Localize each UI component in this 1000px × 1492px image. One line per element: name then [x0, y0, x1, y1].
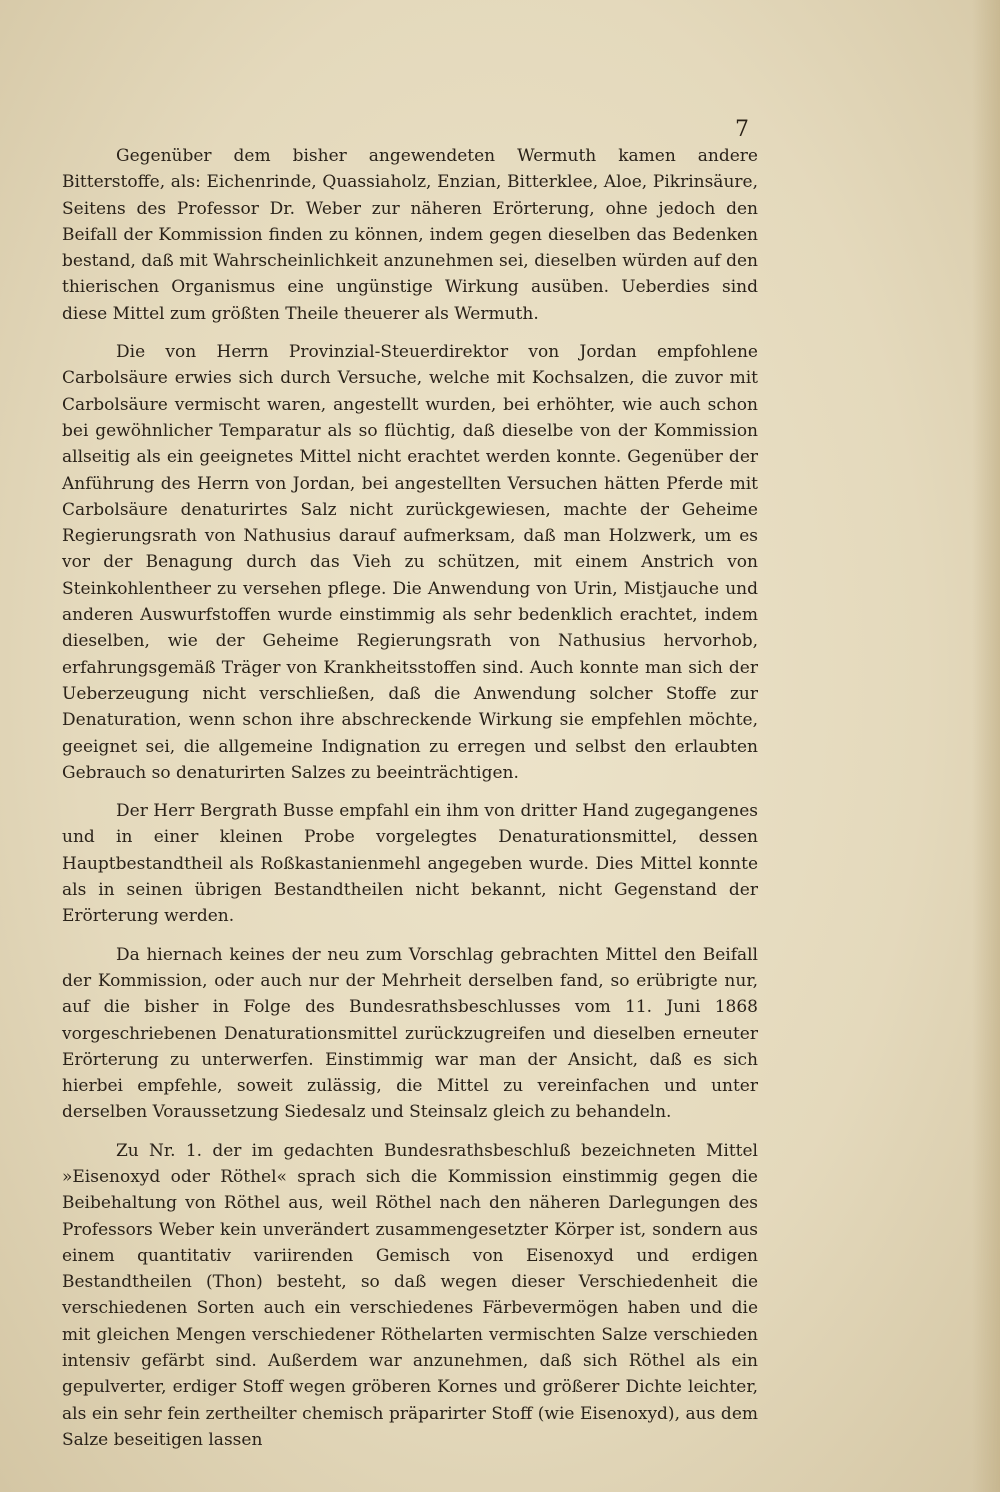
paragraph-wermuth: Gegenüber dem bisher angewendeten Wermuth kamen andere Bitterstoffe, als: Eichenrinde, Quassiaholz, Enzian, Bitterklee, Aloe, Pikrinsäure, Seitens des Professor Dr. Weber zur näheren Erörterung, ohne jedoch den Beifall der Kommission finden zu können, indem gegen dieselben das Bedenken bestand, daß mit Wahrscheinlichkeit anzunehmen sei, dieselben würden auf den thierischen Organismus eine ungünstige Wirkung ausüben. Ueberdies sind diese Mittel zum größten Theile theuerer als Wermuth. [62, 146, 758, 324]
page-edge-shadow [972, 0, 1000, 1492]
paragraph-eisenoxyd: Zu Nr. 1. der im gedachten Bundesrathsbeschluß bezeichneten Mittel »Eisenoxyd oder Röthel« sprach sich die Kommission einstimmig gegen die Beibehaltung von Röthel aus, weil Röthel nach den näheren Darlegungen des Professors Weber kein unverändert zusammengesetzter Körper ist, sondern aus einem quantitativ variirenden Gemisch von Eisenoxyd und erdigen Bestandtheilen (Thon) besteht, so daß wegen dieser Verschiedenheit die verschiedenen Sorten auch ein verschiedenes Färbevermögen haben und die mit gleichen Mengen verschiedener Röthelarten vermischten Salze verschieden intensiv gefärbt sind. Außerdem war anzunehmen, daß sich Röthel als ein gepulverter, erdiger Stoff wegen gröberen Kornes und größerer Dichte leichter, als ein sehr fein zertheilter chemisch präparirter Stoff (wie Eisenoxyd), aus dem Salze beseitigen lassen [62, 1140, 758, 1450]
paragraph-bundesrathsbeschluss: Da hiernach keines der neu zum Vorschlag gebrachten Mittel den Beifall der Kommission, oder auch nur der Mehrheit derselben fand, so erübrigte nur, auf die bisher in Folge des Bundesrathsbeschlusses vom 11. Juni 1868 vorgeschriebenen Denaturationsmittel zurückzugreifen und dieselben erneuter Erörterung zu unterwerfen. Einstimmig war man der Ansicht, daß es sich hierbei empfehle, soweit zulässig, die Mittel zu vereinfachen und unter derselben Voraussetzung Siedesalz und Steinsalz gleich zu behandeln. [62, 944, 758, 1123]
paragraph-carbolsaeure: Die von Herrn Provinzial-Steuerdirektor von Jordan empfohlene Carbolsäure erwies sich durch Versuche, welche mit Kochsalzen, die zuvor mit Carbolsäure vermischt waren, angestellt wurden, bei erhöhter, wie auch schon bei gewöhnlicher Temparatur als so flüchtig, daß dieselbe von der Kommission allseitig als ein geeignetes Mittel nicht erachtet werden konnte. Gegenüber der Anführung des Herrn von Jordan, bei angestellten Versuchen hätten Pferde mit Carbolsäure denaturirtes Salz nicht zurückgewiesen, machte der Geheime Regierungsrath von Nathusius darauf aufmerksam, daß man Holzwerk, um es vor der Benagung durch das Vieh zu schützen, mit einem Anstrich von Steinkohlentheer zu versehen pflege. Die Anwendung von Urin, Mistjauche und anderen Auswurfstoffen wurde einstimmig als sehr bedenklich erachtet, indem dieselben, wie der Geheime Regierungsrath von Nathusius hervorhob, erfahrungsgemäß Träger von Krankheitsstoffen sind. Auch konnte man sich der Ueberzeugung nicht verschließen, daß die Anwendung solcher Stoffe zur Denaturation, wenn schon ihre abschreckende Wirkung sie empfehlen möchte, geeignet sei, die allgemeine Indignation zu erregen und selbst den erlaubten Gebrauch so denaturirten Salzes zu beeinträchtigen. [62, 342, 758, 783]
page-number: 7 [735, 117, 749, 142]
body-text [62, 143, 758, 1453]
paragraph-busse: Der Herr Bergrath Busse empfahl ein ihm von dritter Hand zugegangenes und in einer kleinen Probe vorgelegtes Denaturationsmittel, dessen Hauptbestandtheil als Roßkastanienmehl angegeben wurde. Dies Mittel konnte als in seinen übrigen Bestandtheilen nicht bekannt, nicht Gegenstand der Erörterung werden. [62, 801, 758, 927]
